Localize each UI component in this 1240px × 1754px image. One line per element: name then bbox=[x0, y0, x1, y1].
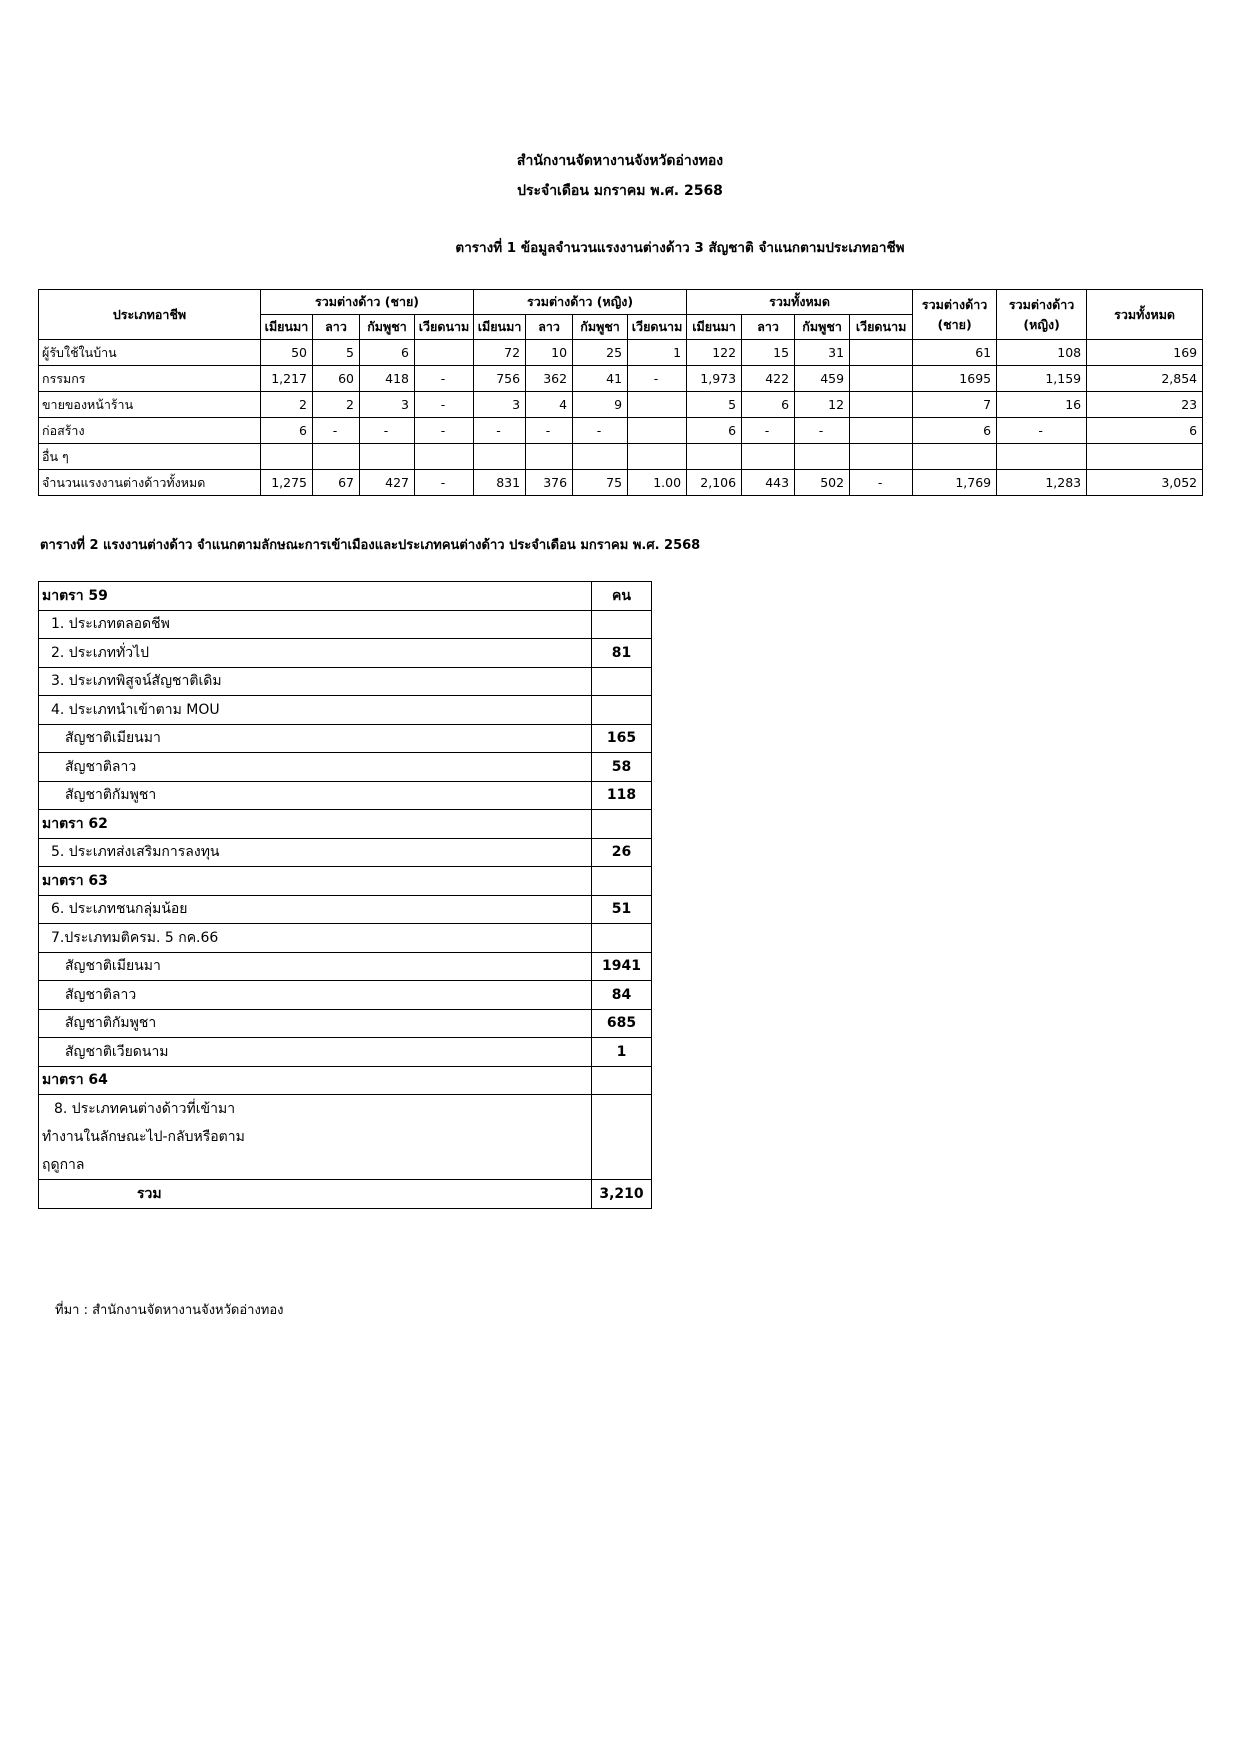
table-row bbox=[39, 981, 652, 1010]
table-cell: 1,769 bbox=[913, 470, 997, 496]
table-cell: 1.00 bbox=[628, 470, 687, 496]
table-cell bbox=[850, 340, 913, 366]
table-cell: 9 bbox=[573, 392, 628, 418]
row-label: กรรมกร bbox=[39, 366, 261, 392]
table-cell: 459 bbox=[795, 366, 850, 392]
row-label: สัญชาติเวียดนาม bbox=[39, 1038, 592, 1067]
table-cell: 3,052 bbox=[1087, 470, 1203, 496]
table-cell bbox=[1087, 444, 1203, 470]
table-row bbox=[39, 781, 652, 810]
table-cell: 376 bbox=[526, 470, 573, 496]
table-cell bbox=[795, 444, 850, 470]
row-label: ขายของหน้าร้าน bbox=[39, 392, 261, 418]
table-row bbox=[39, 639, 652, 668]
table-cell bbox=[628, 392, 687, 418]
table-cell bbox=[360, 444, 415, 470]
table-cell: 1,275 bbox=[261, 470, 313, 496]
row-value: 26 bbox=[592, 838, 652, 867]
row-label: จำนวนแรงงานต่างด้าวทั้งหมด bbox=[39, 470, 261, 496]
table-cell: 427 bbox=[360, 470, 415, 496]
header-cambodia: กัมพูชา bbox=[795, 315, 850, 340]
row-value: 165 bbox=[592, 724, 652, 753]
table-cell: 3 bbox=[474, 392, 526, 418]
table-cell bbox=[628, 418, 687, 444]
row-label: 5. ประเภทส่งเสริมการลงทุน bbox=[39, 838, 592, 867]
row-value: 84 bbox=[592, 981, 652, 1010]
row-label: สัญชาติลาว bbox=[39, 753, 592, 782]
table-cell: - bbox=[415, 366, 474, 392]
table-row bbox=[39, 838, 652, 867]
header-vietnam: เวียดนาม bbox=[850, 315, 913, 340]
header-vietnam: เวียดนาม bbox=[415, 315, 474, 340]
row-label: สัญชาติลาว bbox=[39, 981, 592, 1010]
table-cell: - bbox=[313, 418, 360, 444]
table-cell bbox=[850, 444, 913, 470]
table-cell: 50 bbox=[261, 340, 313, 366]
table-cell bbox=[415, 444, 474, 470]
row-value bbox=[592, 1095, 652, 1180]
table-cell: 41 bbox=[573, 366, 628, 392]
table-cell: - bbox=[795, 418, 850, 444]
table-cell: 10 bbox=[526, 340, 573, 366]
table-cell: 23 bbox=[1087, 392, 1203, 418]
table-cell: 72 bbox=[474, 340, 526, 366]
table-row bbox=[39, 582, 652, 611]
table-cell: 4 bbox=[526, 392, 573, 418]
table-cell: - bbox=[526, 418, 573, 444]
table-cell: 1,217 bbox=[261, 366, 313, 392]
row-value bbox=[592, 667, 652, 696]
table-cell: 2,854 bbox=[1087, 366, 1203, 392]
table-row bbox=[39, 392, 1203, 418]
table-row bbox=[39, 696, 652, 725]
row-label: อื่น ๆ bbox=[39, 444, 261, 470]
table-cell: 169 bbox=[1087, 340, 1203, 366]
table-cell bbox=[742, 444, 795, 470]
row-label: 7.ประเภทมติครม. 5 กค.66 bbox=[39, 924, 592, 953]
row-label: 2. ประเภททั่วไป bbox=[39, 639, 592, 668]
table-cell: 443 bbox=[742, 470, 795, 496]
row-label: สัญชาติกัมพูชา bbox=[39, 781, 592, 810]
table-cell: - bbox=[415, 418, 474, 444]
table-cell: 2,106 bbox=[687, 470, 742, 496]
table-row bbox=[39, 470, 1203, 496]
table-cell: - bbox=[415, 470, 474, 496]
table-cell bbox=[850, 392, 913, 418]
header-all-group: รวมทั้งหมด bbox=[687, 290, 913, 315]
row-value bbox=[592, 810, 652, 839]
row-value: 1 bbox=[592, 1038, 652, 1067]
table-row bbox=[39, 418, 1203, 444]
table-cell: 422 bbox=[742, 366, 795, 392]
row-value bbox=[592, 610, 652, 639]
table-cell bbox=[913, 444, 997, 470]
header-myanmar: เมียนมา bbox=[687, 315, 742, 340]
table-cell bbox=[997, 444, 1087, 470]
table-cell: - bbox=[997, 418, 1087, 444]
row-label: 4. ประเภทนำเข้าตาม MOU bbox=[39, 696, 592, 725]
header-total-female: รวมต่างด้าว (หญิง) bbox=[997, 290, 1087, 340]
total-value: 3,210 bbox=[592, 1180, 652, 1209]
row-value: 118 bbox=[592, 781, 652, 810]
table-cell: 362 bbox=[526, 366, 573, 392]
table-cell: - bbox=[474, 418, 526, 444]
table-row bbox=[39, 610, 652, 639]
header-myanmar: เมียนมา bbox=[261, 315, 313, 340]
row-label: 6. ประเภทชนกลุ่มน้อย bbox=[39, 895, 592, 924]
row-label: 1. ประเภทตลอดชีพ bbox=[39, 610, 592, 639]
section-label: มาตรา 62 bbox=[39, 810, 592, 839]
table-row bbox=[39, 895, 652, 924]
header-occupation: ประเภทอาชีพ bbox=[39, 290, 261, 340]
table-cell: 108 bbox=[997, 340, 1087, 366]
table-cell bbox=[573, 444, 628, 470]
table-cell: 6 bbox=[687, 418, 742, 444]
table-row bbox=[39, 340, 1203, 366]
table-row bbox=[39, 444, 1203, 470]
header-vietnam: เวียดนาม bbox=[628, 315, 687, 340]
table-row bbox=[39, 952, 652, 981]
table-cell: 67 bbox=[313, 470, 360, 496]
table-cell: 1 bbox=[628, 340, 687, 366]
source-note: ที่มา : สำนักงานจัดหางานจังหวัดอ่างทอง bbox=[55, 1303, 284, 1318]
total-row bbox=[39, 1180, 652, 1209]
table-row bbox=[39, 1066, 652, 1095]
table-row bbox=[39, 667, 652, 696]
table-cell: 1,159 bbox=[997, 366, 1087, 392]
table-cell: 15 bbox=[742, 340, 795, 366]
table-row bbox=[39, 810, 652, 839]
table-cell: 6 bbox=[913, 418, 997, 444]
table-cell: - bbox=[628, 366, 687, 392]
table-cell: 75 bbox=[573, 470, 628, 496]
table-cell: 6 bbox=[742, 392, 795, 418]
header-laos: ลาว bbox=[742, 315, 795, 340]
table-cell: 7 bbox=[913, 392, 997, 418]
row-label: สัญชาติเมียนมา bbox=[39, 724, 592, 753]
header-grand-total: รวมทั้งหมด bbox=[1087, 290, 1203, 340]
section-label: มาตรา 63 bbox=[39, 867, 592, 896]
header-total-male: รวมต่างด้าว (ชาย) bbox=[913, 290, 997, 340]
row-value: 58 bbox=[592, 753, 652, 782]
row-value: 685 bbox=[592, 1009, 652, 1038]
table-cell: 12 bbox=[795, 392, 850, 418]
row-label: 8. ประเภทคนต่างด้าวที่เข้ามา ทำงานในลักษณะไป-กลับหรือตาม ฤดูกาล bbox=[39, 1095, 592, 1180]
table-cell: 61 bbox=[913, 340, 997, 366]
total-label: รวม bbox=[39, 1180, 592, 1209]
table-cell bbox=[474, 444, 526, 470]
table-cell bbox=[415, 340, 474, 366]
table-row bbox=[39, 724, 652, 753]
row-label: 3. ประเภทพิสูจน์สัญชาติเดิม bbox=[39, 667, 592, 696]
occupation-table bbox=[38, 289, 1203, 496]
row-value: 51 bbox=[592, 895, 652, 924]
table-row bbox=[39, 867, 652, 896]
table-cell: 1,283 bbox=[997, 470, 1087, 496]
header-female-group: รวมต่างด้าว (หญิง) bbox=[474, 290, 687, 315]
row-value: 1941 bbox=[592, 952, 652, 981]
table-cell: 831 bbox=[474, 470, 526, 496]
table-cell: 16 bbox=[997, 392, 1087, 418]
table-cell: - bbox=[360, 418, 415, 444]
header-laos: ลาว bbox=[526, 315, 573, 340]
table-cell: - bbox=[573, 418, 628, 444]
table-row bbox=[39, 1038, 652, 1067]
table-row bbox=[39, 1009, 652, 1038]
row-label: สัญชาติกัมพูชา bbox=[39, 1009, 592, 1038]
table-cell: 2 bbox=[261, 392, 313, 418]
table-cell bbox=[526, 444, 573, 470]
table1-title: ตารางที่ 1 ข้อมูลจำนวนแรงงานต่างด้าว 3 สัญชาติ จำแนกตามประเภทอาชีพ bbox=[455, 240, 905, 256]
row-label: สัญชาติเมียนมา bbox=[39, 952, 592, 981]
table-cell: 6 bbox=[360, 340, 415, 366]
table-cell: 418 bbox=[360, 366, 415, 392]
row-value bbox=[592, 867, 652, 896]
table-cell: 25 bbox=[573, 340, 628, 366]
table-cell: 502 bbox=[795, 470, 850, 496]
table-cell: 6 bbox=[261, 418, 313, 444]
header-laos: ลาว bbox=[313, 315, 360, 340]
table-cell bbox=[850, 418, 913, 444]
header-cambodia: กัมพูชา bbox=[573, 315, 628, 340]
row-label: ผู้รับใช้ในบ้าน bbox=[39, 340, 261, 366]
table-cell: 5 bbox=[687, 392, 742, 418]
table-cell bbox=[687, 444, 742, 470]
section-label: มาตรา 64 bbox=[39, 1066, 592, 1095]
table-cell bbox=[850, 366, 913, 392]
office-title: สำนักงานจัดหางานจังหวัดอ่างทอง bbox=[516, 153, 724, 169]
header-myanmar: เมียนมา bbox=[474, 315, 526, 340]
table-cell bbox=[313, 444, 360, 470]
report-period: ประจำเดือน มกราคม พ.ศ. 2568 bbox=[517, 183, 723, 199]
header-male-group: รวมต่างด้าว (ชาย) bbox=[261, 290, 474, 315]
column-header-count: คน bbox=[592, 582, 652, 611]
table-row bbox=[39, 366, 1203, 392]
row-value bbox=[592, 924, 652, 953]
table-cell: 5 bbox=[313, 340, 360, 366]
table-cell: 6 bbox=[1087, 418, 1203, 444]
table-row bbox=[39, 753, 652, 782]
table-cell: 756 bbox=[474, 366, 526, 392]
table-cell bbox=[628, 444, 687, 470]
table-cell: 122 bbox=[687, 340, 742, 366]
table-cell: 3 bbox=[360, 392, 415, 418]
row-value bbox=[592, 696, 652, 725]
table-cell: 60 bbox=[313, 366, 360, 392]
table-cell: 31 bbox=[795, 340, 850, 366]
section-label: มาตรา 59 bbox=[39, 582, 592, 611]
header-cambodia: กัมพูชา bbox=[360, 315, 415, 340]
table-cell: - bbox=[415, 392, 474, 418]
table-cell bbox=[261, 444, 313, 470]
table-cell: 1695 bbox=[913, 366, 997, 392]
row-value: 81 bbox=[592, 639, 652, 668]
row-label: ก่อสร้าง bbox=[39, 418, 261, 444]
table-cell: - bbox=[742, 418, 795, 444]
table-cell: - bbox=[850, 470, 913, 496]
row-value bbox=[592, 1066, 652, 1095]
table2-title: ตารางที่ 2 แรงงานต่างด้าว จำแนกตามลักษณะการเข้าเมืองและประเภทคนต่างด้าว ประจำเดือน มกราคม พ.ศ. 2568 bbox=[40, 538, 701, 553]
table-cell: 1,973 bbox=[687, 366, 742, 392]
table-row bbox=[39, 924, 652, 953]
immigration-table bbox=[38, 581, 652, 1209]
table-row bbox=[39, 1095, 652, 1180]
table-cell: 2 bbox=[313, 392, 360, 418]
